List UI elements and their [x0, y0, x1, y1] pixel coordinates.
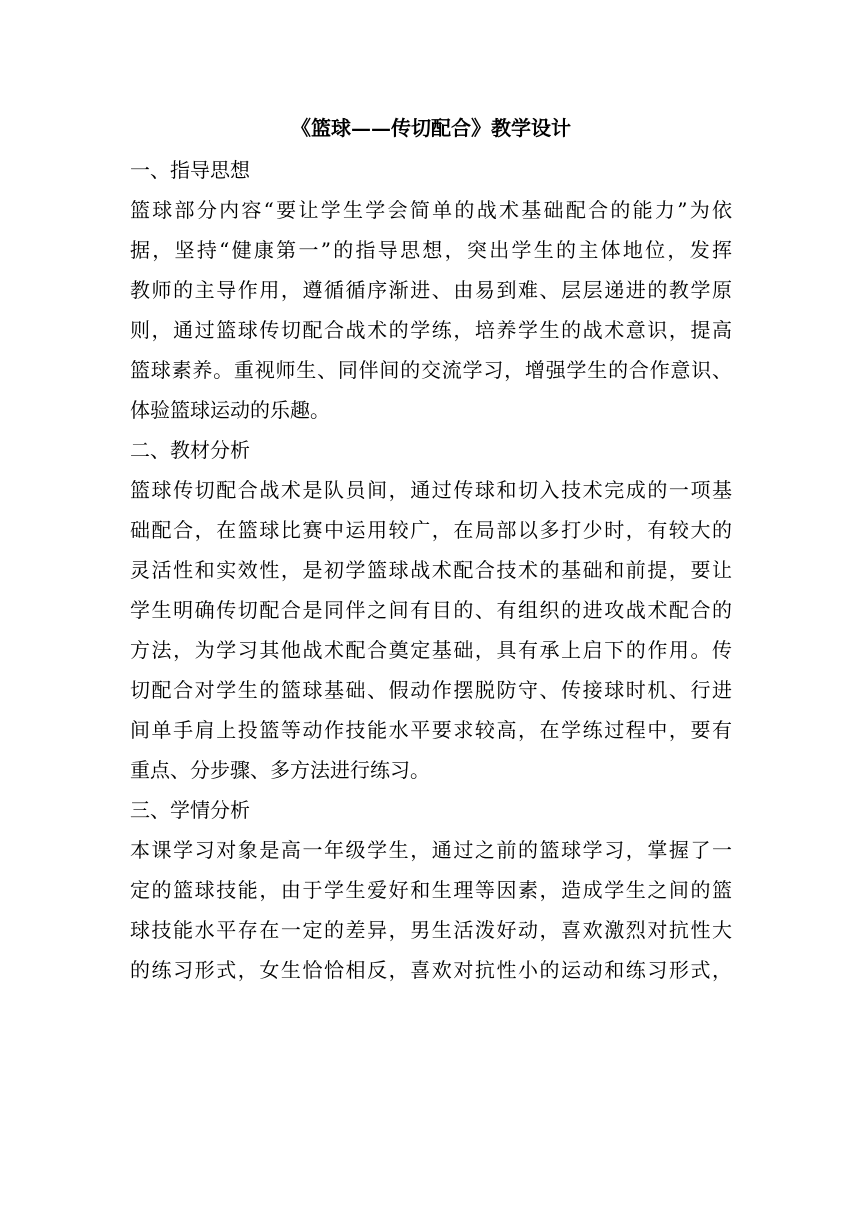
paragraph-line: 切配合对学生的篮球基础、假动作摆脱防守、传接球时机、行进: [130, 678, 732, 702]
document-title: 《篮球——传切配合》教学设计: [291, 116, 571, 140]
paragraph-line: 篮球传切配合战术是队员间，通过传球和切入技术完成的一项基: [130, 478, 732, 502]
paragraph-line: 学生明确传切配合是同伴之间有目的、有组织的进攻战术配合的: [130, 598, 732, 622]
section-paragraph-guiding-ideology: [130, 190, 732, 430]
paragraph-line: 重点、分步骤、多方法进行练习。: [130, 758, 430, 782]
section-paragraph-material-analysis: [130, 470, 732, 790]
section-heading-guiding-ideology: 一、指导思想: [130, 158, 250, 182]
paragraph-line: 则，通过篮球传切配合战术的学练，培养学生的战术意识，提高: [130, 318, 732, 342]
section-paragraph-student-analysis: [130, 830, 732, 990]
paragraph-line: 教师的主导作用，遵循循序渐进、由易到难、层层递进的教学原: [130, 278, 732, 302]
paragraph-line: 球技能水平存在一定的差异，男生活泼好动，喜欢激烈对抗性大: [130, 918, 732, 942]
section-heading-student-analysis: 三、学情分析: [130, 798, 250, 822]
paragraph-line: 定的篮球技能，由于学生爱好和生理等因素，造成学生之间的篮: [130, 878, 732, 902]
paragraph-line: 篮球素养。重视师生、同伴间的交流学习，增强学生的合作意识、: [130, 358, 732, 382]
paragraph-line: 础配合，在篮球比赛中运用较广，在局部以多打少时，有较大的: [130, 518, 732, 542]
paragraph-line: 方法，为学习其他战术配合奠定基础，具有承上启下的作用。传: [130, 638, 732, 662]
section-heading-material-analysis: 二、教材分析: [130, 438, 250, 462]
paragraph-line: 本课学习对象是高一年级学生，通过之前的篮球学习，掌握了一: [130, 838, 732, 862]
paragraph-line: 体验篮球运动的乐趣。: [130, 398, 330, 422]
paragraph-line: 间单手肩上投篮等动作技能水平要求较高，在学练过程中，要有: [130, 718, 732, 742]
paragraph-line: 灵活性和实效性，是初学篮球战术配合技术的基础和前提，要让: [130, 558, 732, 582]
document-page: [130, 110, 732, 990]
paragraph-line: 据，坚持“健康第一”的指导思想，突出学生的主体地位，发挥: [130, 238, 732, 262]
paragraph-line: 的练习形式，女生恰恰相反，喜欢对抗性小的运动和练习形式，: [130, 958, 732, 982]
paragraph-line: 篮球部分内容“要让学生学会简单的战术基础配合的能力”为依: [130, 198, 732, 222]
